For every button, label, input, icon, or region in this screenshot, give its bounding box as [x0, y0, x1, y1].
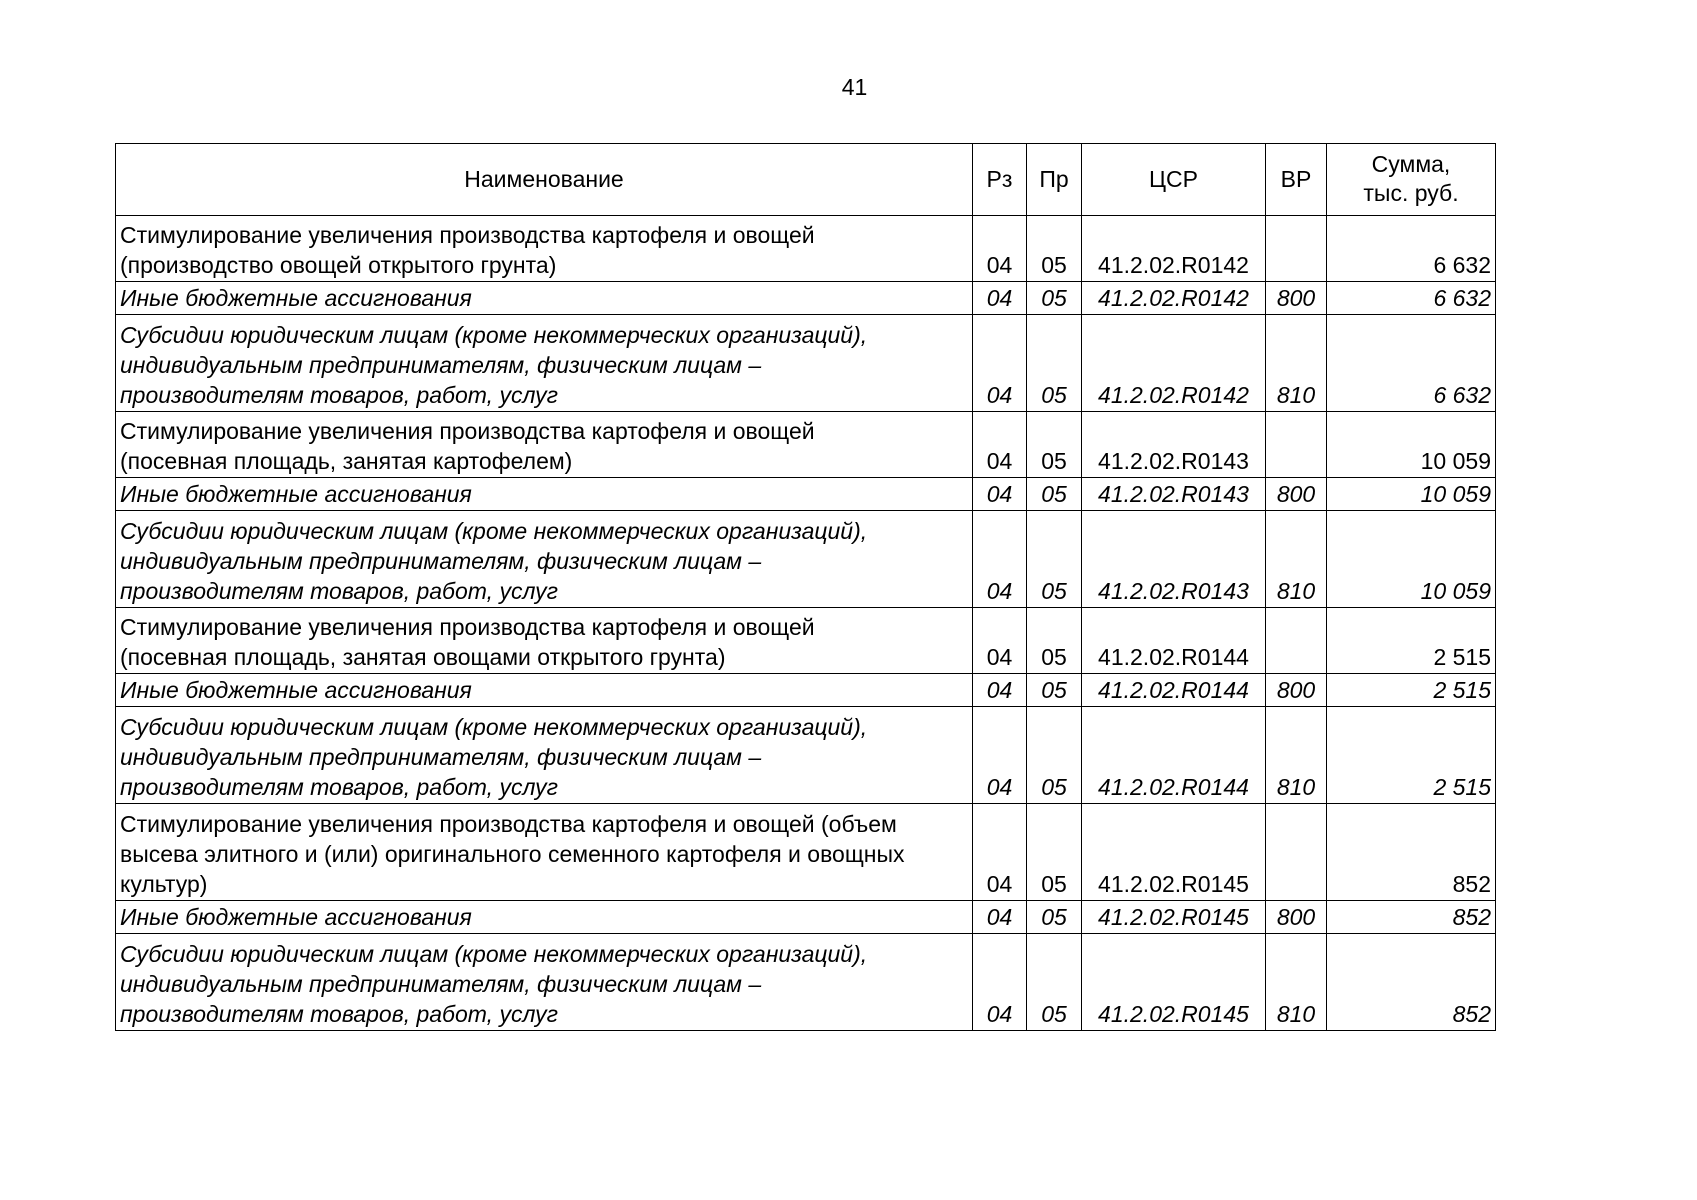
cell-name-line: производителям товаров, работ, услуг — [120, 774, 559, 800]
cell-name-line: индивидуальным предпринимателям, физическим лицам – — [120, 971, 762, 997]
cell-name-line: Иные бюджетные ассигнования — [120, 904, 472, 930]
cell-name-line: Субсидии юридическим лицам (кроме некоммерческих организаций), — [120, 941, 868, 967]
cell-name-line: Иные бюджетные ассигнования — [120, 481, 472, 507]
cell-csr: 41.2.02.R0145 — [1082, 901, 1266, 934]
cell-pr: 05 — [1027, 804, 1082, 901]
cell-pr: 05 — [1027, 315, 1082, 412]
cell-name-line: индивидуальным предпринимателям, физическим лицам – — [120, 548, 762, 574]
cell-rz: 04 — [973, 511, 1027, 608]
cell-name-line: Иные бюджетные ассигнования — [120, 677, 472, 703]
cell-csr: 41.2.02.R0142 — [1082, 282, 1266, 315]
cell-sum: 10 059 — [1327, 478, 1496, 511]
table-row — [116, 478, 1496, 511]
cell-name-line: (посевная площадь, занятая овощами открытого грунта) — [120, 644, 726, 670]
cell-vr: 810 — [1266, 511, 1327, 608]
cell-sum: 2 515 — [1327, 707, 1496, 804]
cell-name-line: индивидуальным предпринимателям, физическим лицам – — [120, 352, 762, 378]
cell-name — [116, 511, 973, 608]
cell-vr: 810 — [1266, 934, 1327, 1031]
table-row — [116, 934, 1496, 1031]
cell-name-line: высева элитного и (или) оригинального семенного картофеля и овощных — [120, 841, 905, 867]
cell-name — [116, 216, 973, 282]
cell-name-line: производителям товаров, работ, услуг — [120, 1001, 559, 1027]
cell-sum: 852 — [1327, 934, 1496, 1031]
cell-pr: 05 — [1027, 511, 1082, 608]
cell-vr: 800 — [1266, 282, 1327, 315]
cell-sum: 6 632 — [1327, 216, 1496, 282]
table-row — [116, 412, 1496, 478]
cell-name-line: (производство овощей открытого грунта) — [120, 252, 557, 278]
cell-sum: 6 632 — [1327, 315, 1496, 412]
cell-sum: 852 — [1327, 901, 1496, 934]
cell-sum: 10 059 — [1327, 511, 1496, 608]
cell-csr: 41.2.02.R0145 — [1082, 804, 1266, 901]
cell-pr: 05 — [1027, 412, 1082, 478]
header-vr: ВР — [1266, 144, 1327, 216]
table-row — [116, 608, 1496, 674]
cell-pr: 05 — [1027, 478, 1082, 511]
cell-vr: 800 — [1266, 674, 1327, 707]
cell-name-line: Стимулирование увеличения производства картофеля и овощей — [120, 222, 815, 248]
cell-name — [116, 608, 973, 674]
cell-name-line: Стимулирование увеличения производства картофеля и овощей — [120, 614, 815, 640]
cell-name — [116, 478, 973, 511]
cell-name-line: Стимулирование увеличения производства картофеля и овощей — [120, 418, 815, 444]
table-row — [116, 216, 1496, 282]
cell-name-line: Иные бюджетные ассигнования — [120, 285, 472, 311]
cell-name-line: индивидуальным предпринимателям, физическим лицам – — [120, 744, 762, 770]
cell-sum: 10 059 — [1327, 412, 1496, 478]
cell-sum: 6 632 — [1327, 282, 1496, 315]
cell-name-line: Субсидии юридическим лицам (кроме некоммерческих организаций), — [120, 322, 868, 348]
table-row — [116, 315, 1496, 412]
cell-csr: 41.2.02.R0142 — [1082, 216, 1266, 282]
cell-csr: 41.2.02.R0144 — [1082, 608, 1266, 674]
cell-name-line: Субсидии юридическим лицам (кроме некоммерческих организаций), — [120, 518, 868, 544]
header-sum-line2: тыс. руб. — [1363, 180, 1459, 206]
cell-rz: 04 — [973, 478, 1027, 511]
header-sum-line1: Сумма, — [1371, 151, 1451, 177]
table-row — [116, 707, 1496, 804]
page-number: 41 — [841, 74, 868, 100]
header-pr: Пр — [1027, 144, 1082, 216]
cell-vr — [1266, 804, 1327, 901]
table-row — [116, 511, 1496, 608]
cell-pr: 05 — [1027, 674, 1082, 707]
cell-name-line: производителям товаров, работ, услуг — [120, 382, 559, 408]
cell-pr: 05 — [1027, 934, 1082, 1031]
cell-csr: 41.2.02.R0143 — [1082, 511, 1266, 608]
cell-name — [116, 934, 973, 1031]
table-body — [116, 216, 1496, 1031]
cell-csr: 41.2.02.R0144 — [1082, 674, 1266, 707]
cell-vr — [1266, 412, 1327, 478]
budget-table — [115, 143, 1496, 1031]
cell-pr: 05 — [1027, 608, 1082, 674]
cell-sum: 2 515 — [1327, 674, 1496, 707]
cell-name — [116, 901, 973, 934]
header-name: Наименование — [116, 144, 973, 216]
cell-rz: 04 — [973, 282, 1027, 315]
cell-rz: 04 — [973, 707, 1027, 804]
cell-rz: 04 — [973, 412, 1027, 478]
cell-csr: 41.2.02.R0142 — [1082, 315, 1266, 412]
cell-csr: 41.2.02.R0143 — [1082, 478, 1266, 511]
cell-name-line: производителям товаров, работ, услуг — [120, 578, 559, 604]
cell-csr: 41.2.02.R0145 — [1082, 934, 1266, 1031]
cell-rz: 04 — [973, 608, 1027, 674]
cell-name-line: Стимулирование увеличения производства картофеля и овощей (объем — [120, 811, 897, 837]
cell-rz: 04 — [973, 674, 1027, 707]
table-row — [116, 282, 1496, 315]
cell-name — [116, 282, 973, 315]
cell-rz: 04 — [973, 804, 1027, 901]
cell-vr: 810 — [1266, 315, 1327, 412]
header-rz: Рз — [973, 144, 1027, 216]
header-sum — [1327, 144, 1496, 216]
cell-name — [116, 412, 973, 478]
table-header-row — [116, 144, 1496, 216]
table-row — [116, 901, 1496, 934]
cell-vr: 810 — [1266, 707, 1327, 804]
cell-sum: 852 — [1327, 804, 1496, 901]
table-row — [116, 804, 1496, 901]
cell-vr: 800 — [1266, 478, 1327, 511]
cell-name — [116, 707, 973, 804]
cell-vr: 800 — [1266, 901, 1327, 934]
cell-vr — [1266, 216, 1327, 282]
cell-name-line: Субсидии юридическим лицам (кроме некоммерческих организаций), — [120, 714, 868, 740]
cell-pr: 05 — [1027, 901, 1082, 934]
cell-vr — [1266, 608, 1327, 674]
cell-name — [116, 804, 973, 901]
cell-rz: 04 — [973, 934, 1027, 1031]
header-csr: ЦСР — [1082, 144, 1266, 216]
cell-csr: 41.2.02.R0143 — [1082, 412, 1266, 478]
cell-csr: 41.2.02.R0144 — [1082, 707, 1266, 804]
cell-name — [116, 674, 973, 707]
table-row — [116, 674, 1496, 707]
cell-rz: 04 — [973, 901, 1027, 934]
cell-sum: 2 515 — [1327, 608, 1496, 674]
cell-rz: 04 — [973, 216, 1027, 282]
cell-pr: 05 — [1027, 282, 1082, 315]
cell-pr: 05 — [1027, 216, 1082, 282]
cell-pr: 05 — [1027, 707, 1082, 804]
cell-name — [116, 315, 973, 412]
cell-name-line: (посевная площадь, занятая картофелем) — [120, 448, 573, 474]
cell-name-line: культур) — [120, 871, 208, 897]
cell-rz: 04 — [973, 315, 1027, 412]
